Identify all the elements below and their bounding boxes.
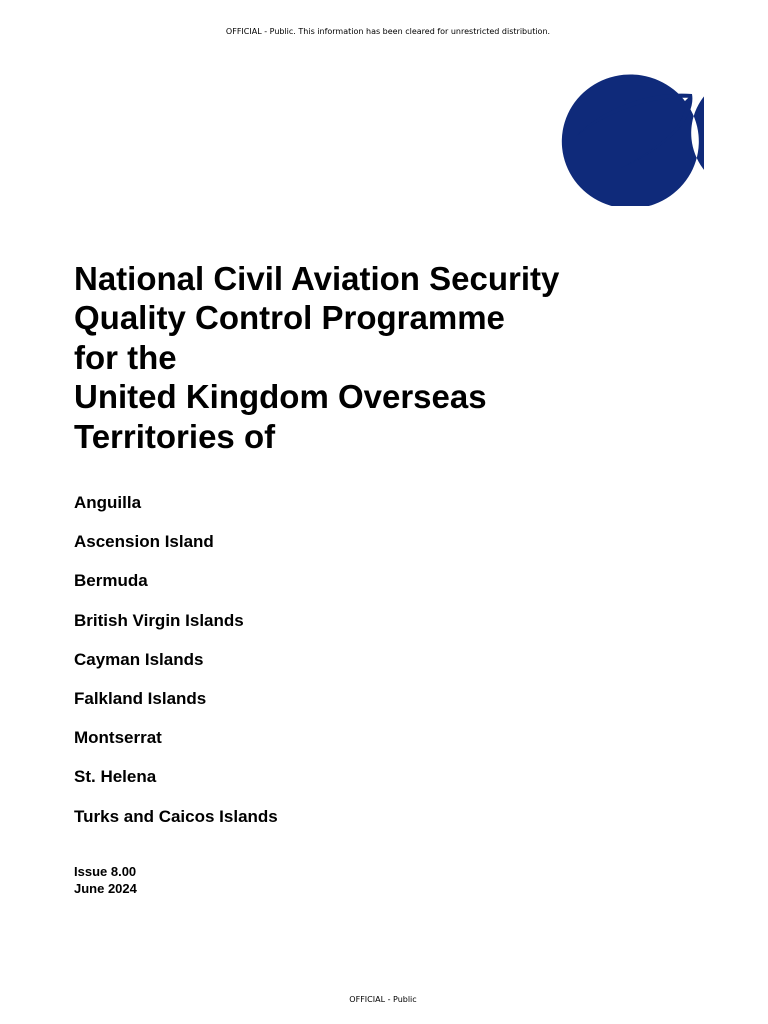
territory-item: Ascension Island bbox=[74, 532, 214, 552]
title-line: United Kingdom Overseas bbox=[74, 378, 487, 416]
title-line: for the bbox=[74, 338, 177, 376]
issue-info bbox=[74, 864, 137, 897]
territory-item: Bermuda bbox=[74, 571, 148, 591]
territories-list bbox=[74, 492, 278, 845]
territory-item: Anguilla bbox=[74, 493, 142, 512]
orbit-ellipse-logo-icon bbox=[556, 64, 704, 206]
document-title bbox=[74, 259, 559, 456]
territory-item: Cayman Islands bbox=[74, 649, 204, 669]
title-line: Territories of bbox=[74, 417, 276, 455]
territory-item: St. Helena bbox=[74, 767, 157, 787]
territory-item: Turks and Caicos Islands bbox=[74, 806, 278, 826]
issue-date: June 2024 bbox=[74, 880, 137, 896]
footer-classification: OFFICIAL - Public bbox=[349, 995, 417, 1004]
title-line: Quality Control Programme bbox=[74, 299, 505, 337]
territory-item: British Virgin Islands bbox=[74, 610, 244, 630]
header-classification: OFFICIAL - Public. This information has been cleared for unrestricted distribution. bbox=[225, 27, 551, 36]
territory-item: Montserrat bbox=[74, 728, 162, 748]
issue-number: Issue 8.00 bbox=[74, 864, 137, 879]
territory-item: Falkland Islands bbox=[74, 688, 207, 708]
title-line: National Civil Aviation Security bbox=[74, 260, 560, 297]
